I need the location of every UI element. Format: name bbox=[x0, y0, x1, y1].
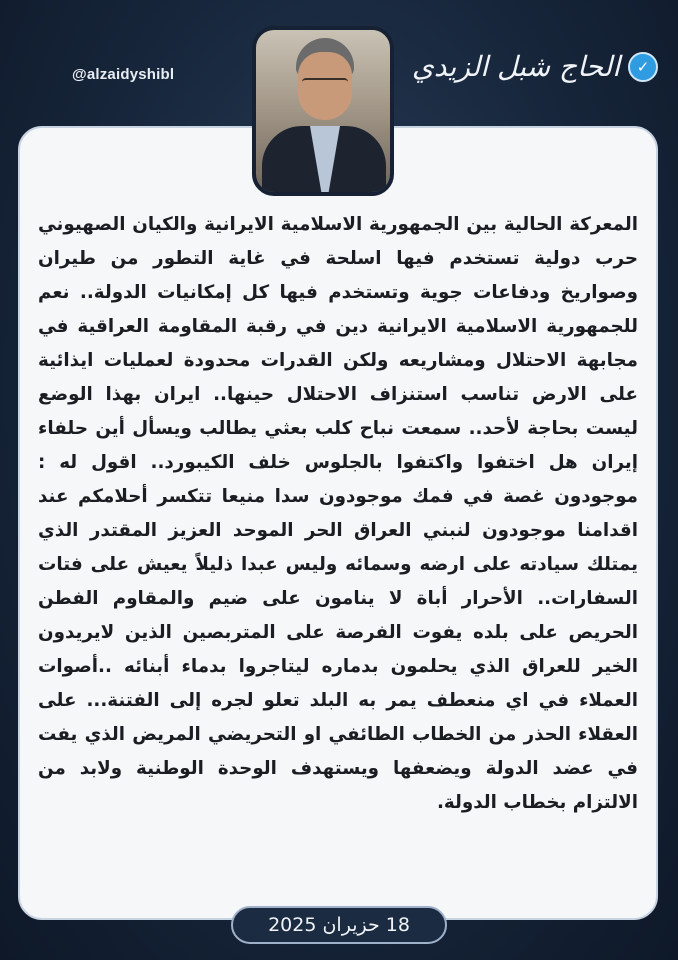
twitter-handle: @alzaidyshibl bbox=[72, 66, 175, 83]
article-text: المعركة الحالية بين الجمهورية الاسلامية الايرانية والكيان الصهيوني حرب دولية تستخدم فيها اسلحة في غاية التطور من طيران وصواريخ ودفاعات جوية وتستخدم فيها كل إمكانيات الدولة.. نعم للجمهورية الاسلامية الايرانية دين في رقبة المقاومة العراقية في مجابهة الاحتلال ومشاريعه ولكن القدرات محدودة لعمليات ايذائية على الارض تناسب استنزاف الاحتلال حينها.. ايران بهذا الوضع ليست بحاجة لأحد.. سمعت نباح كلب بعثي يطالب ويسأل أين حلفاء إيران هل اختفوا واكتفوا بالجلوس خلف الكيبورد.. اقول له : موجودون غصة في فمك موجودون سدا منيعا تتكسر أحلامكم عند اقدامنا موجودون لنبني العراق الحر الموحد العزيز المقتدر الذي يمتلك سيادته على ارضه وسمائه وليس عبدا ذليلاً يعيش على فتات السفارات.. الأحرار أباة لا ينامون على ضيم والمقاوم الفطن الحريص على بلده يفوت الفرصة على المتربصين الذين لايريدون الخير للعراق الذي يحلمون بدماره ليتاجروا بدماء أبنائه ..أصوات العملاء في اي منعطف يمر به البلد تعلو لجره إلى الفتنة... على العقلاء الحذر من الخطاب الطائفي او التحريضي المريض الذي يفت في عضد الدولة ويضعفها ويستهدف الوحدة الوطنية ولابد من الالتزام بخطاب الدولة. bbox=[38, 214, 638, 813]
verified-badge-icon: ✓ bbox=[628, 52, 658, 82]
date-badge: 18 حزيران 2025 bbox=[231, 906, 447, 944]
brand-name: الحاج شبل الزيدي bbox=[411, 50, 620, 83]
photo-glasses bbox=[302, 78, 348, 90]
brand-logo bbox=[412, 52, 658, 82]
author-photo bbox=[252, 26, 394, 196]
